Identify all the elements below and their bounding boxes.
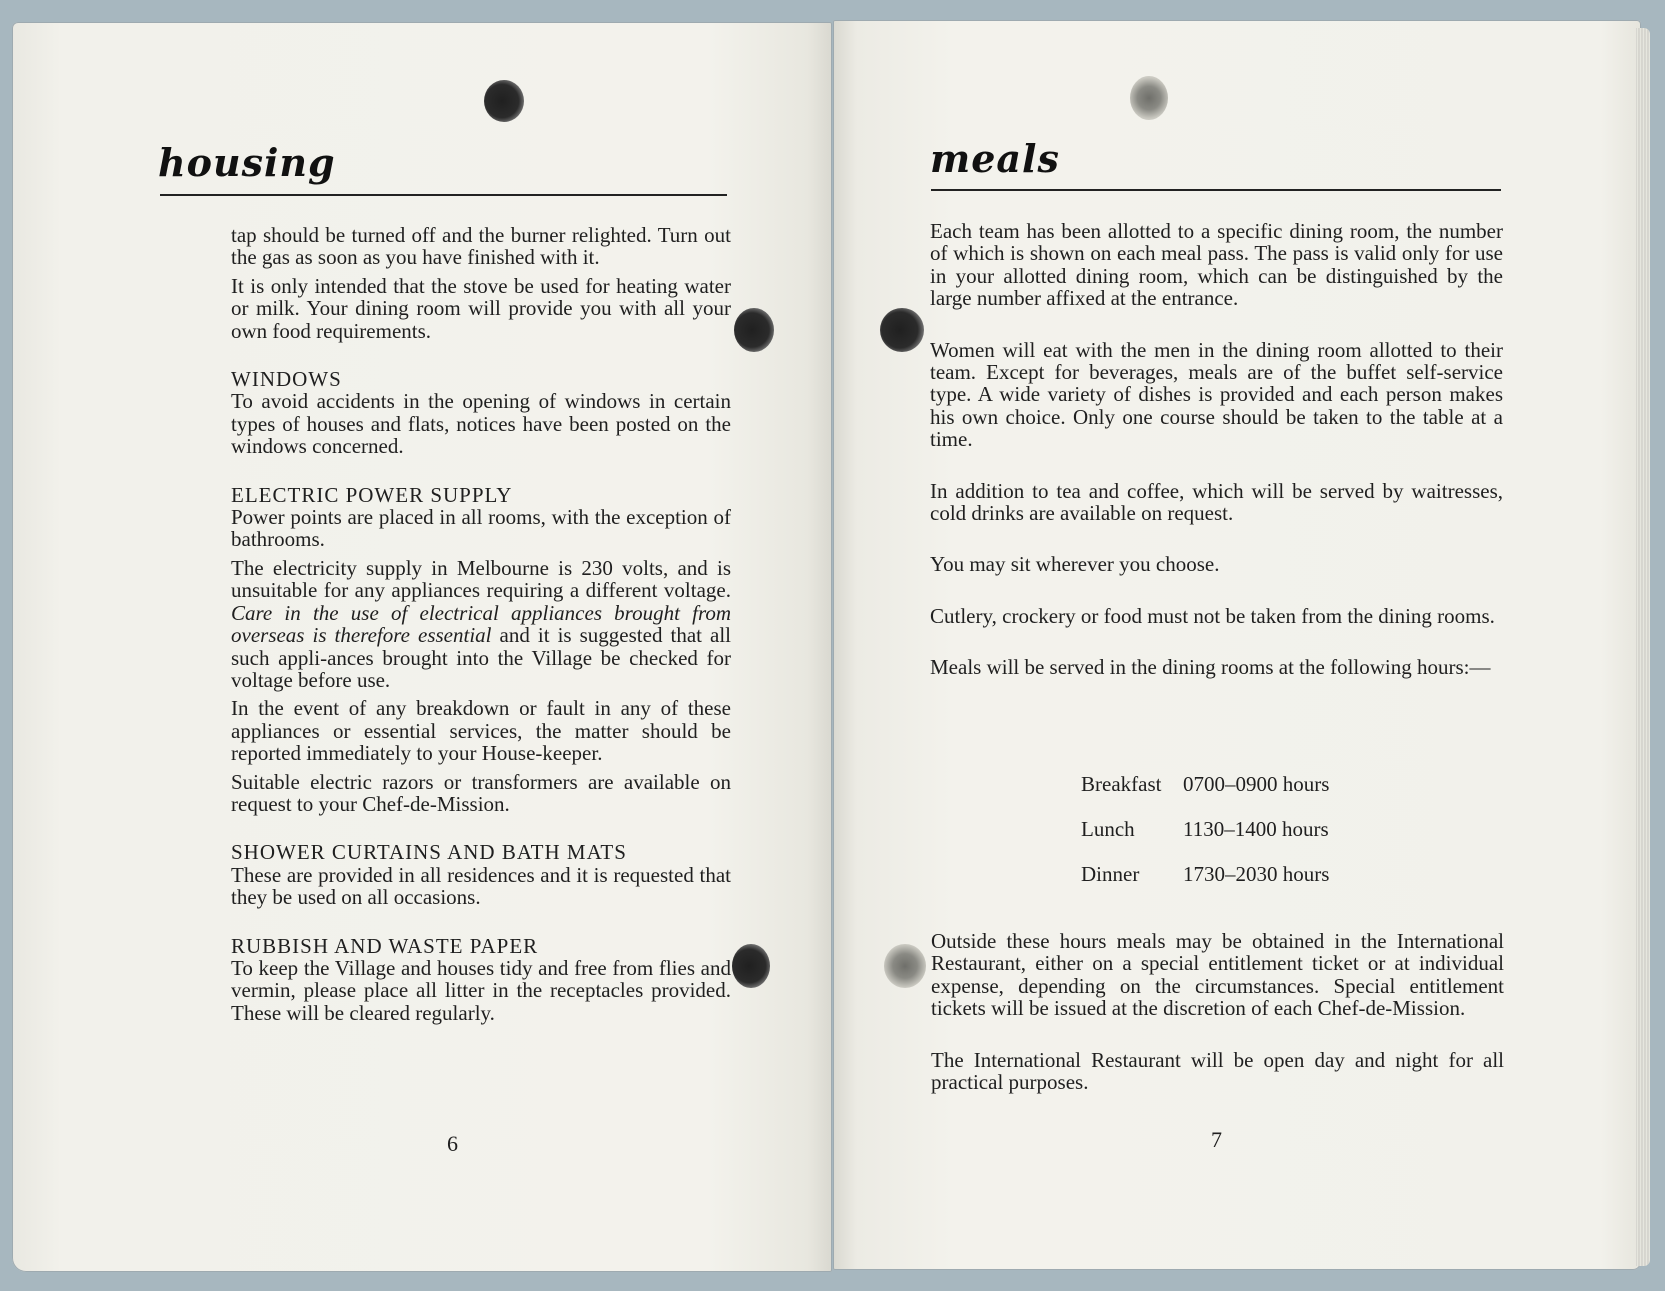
- meals-closing: [931, 930, 1504, 1093]
- paragraph: Women will eat with the men in the dining room allotted to their team. Except for beverages, meals are of the buffet self-service type. A wide variety of dishes is provided and each person makes his own choice. Only one course should be taken to the table at a time.: [930, 337, 1503, 452]
- page-heading-meals: meals: [930, 136, 1060, 181]
- paragraph: tap should be turned off and the burner relighted. Turn out the gas as soon as you have finished with it.: [231, 223, 731, 270]
- housing-body: [231, 224, 731, 1024]
- meal-time: 0700–0900 hours: [1183, 772, 1330, 796]
- italic-text-run: Care in the use of electrical appliances brought from overseas is therefore essential: [231, 600, 731, 648]
- paragraph: [231, 557, 731, 691]
- punch-hole: [880, 308, 924, 352]
- section-title-windows: WINDOWS: [231, 367, 342, 392]
- page-edges: [1636, 28, 1650, 1266]
- section-title-shower: SHOWER CURTAINS AND BATH MATS: [231, 840, 627, 865]
- punch-hole: [734, 308, 774, 352]
- paragraph: Power points are placed in all rooms, with the exception of bathrooms.: [231, 505, 731, 552]
- paragraph: Cutlery, crockery or food must not be taken from the dining rooms.: [930, 603, 1495, 628]
- paragraph: Meals will be served in the dining rooms at the following hours:—: [930, 655, 1491, 680]
- paragraph: Outside these hours meals may be obtained in the International Restaurant, either on a special entitlement ticket or at individual expense, depending on the circumstances. Special entitlement tickets will be issued at the discretion of each Chef-de-Mission.: [931, 929, 1504, 1021]
- meals-body: [930, 220, 1503, 679]
- section-title-rubbish: RUBBISH AND WASTE PAPER: [231, 933, 539, 958]
- punch-hole: [884, 944, 926, 988]
- meal-time: 1730–2030 hours: [1183, 862, 1330, 886]
- punch-hole: [732, 944, 770, 988]
- paragraph: In the event of any breakdown or fault in any of these appliances or essential services, the matter should be reported immediately to your House-keeper.: [231, 696, 731, 766]
- page-heading-housing: housing: [158, 140, 336, 185]
- meal-name: Lunch: [1081, 817, 1135, 841]
- meal-name: Breakfast: [1081, 772, 1162, 796]
- paragraph: These are provided in all residences and it is requested that they be used on all occasions.: [231, 862, 731, 910]
- paragraph: The International Restaurant will be open day and night for all practical purposes.: [931, 1047, 1504, 1095]
- paragraph: Suitable electric razors or transformers are available on request to your Chef-de-Mission.: [231, 769, 731, 816]
- text-run: and it is suggested that all such appli-ances brought into the Village be checked for voltage before use.: [231, 623, 731, 692]
- meal-name: Dinner: [1081, 862, 1140, 886]
- paragraph: To keep the Village and houses tidy and free from flies and vermin, please place all litter in the receptacles provided. These will be cleared regularly.: [231, 955, 731, 1025]
- heading-rule: [931, 189, 1501, 191]
- heading-rule: [160, 194, 727, 196]
- meal-hours-table: [1081, 772, 1329, 907]
- page-number: 7: [1211, 1127, 1222, 1152]
- text-run: The electricity supply in Melbourne is 230 volts, and is unsuitable for any appliances requiring a different voltage.: [231, 555, 731, 603]
- paragraph: To avoid accidents in the opening of windows in certain types of houses and flats, notices have been posted on the windows concerned.: [231, 389, 731, 459]
- meal-hours-row: [1081, 817, 1329, 862]
- paragraph: It is only intended that the stove be used for heating water or milk. Your dining room will provide you with all your own food requirements.: [231, 273, 731, 343]
- meal-hours-row: [1081, 772, 1329, 817]
- punch-hole: [1130, 76, 1168, 120]
- punch-hole: [484, 80, 524, 122]
- meal-time: 1130–1400 hours: [1183, 817, 1329, 841]
- page-number: 6: [447, 1131, 458, 1156]
- paragraph: You may sit wherever you choose.: [930, 552, 1220, 577]
- meal-hours-row: [1081, 862, 1329, 907]
- paragraph: Each team has been allotted to a specific dining room, the number of which is shown on each meal pass. The pass is valid only for use in your allotted dining room, which can be distinguished by the large number affixed at the entrance.: [930, 219, 1503, 311]
- section-title-electric: ELECTRIC POWER SUPPLY: [231, 482, 513, 507]
- paragraph: In addition to tea and coffee, which will be served by waitresses, cold drinks are available on request.: [930, 478, 1503, 526]
